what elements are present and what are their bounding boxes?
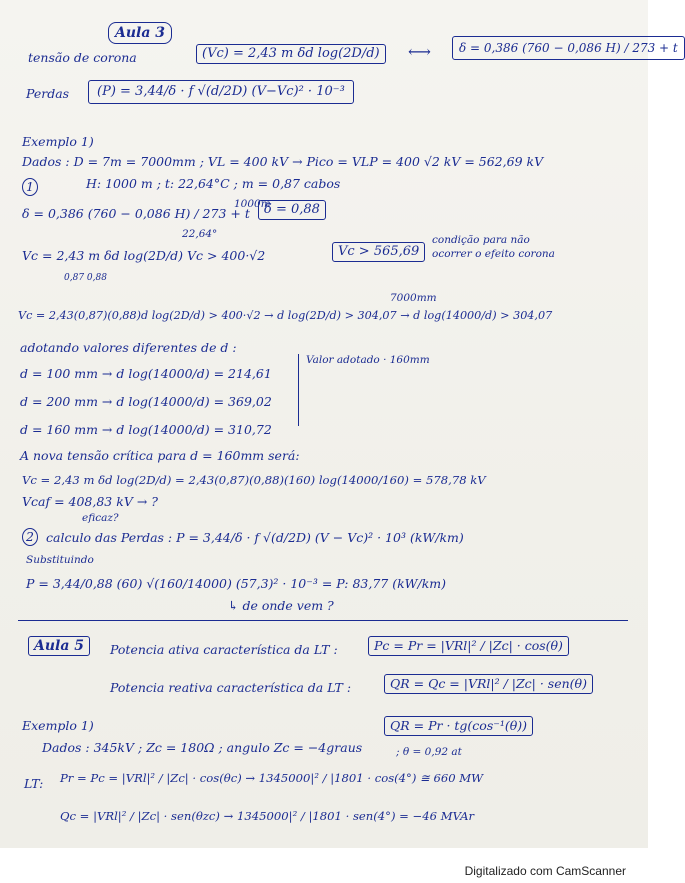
vc-expand-note: 7000mm xyxy=(390,292,437,304)
step2-number: 2 xyxy=(22,528,38,546)
pot-reativa-label: Potencia reativa característica da LT : xyxy=(110,680,352,695)
camscanner-footer: Digitalizado com CamScanner xyxy=(464,864,626,878)
lt-line-2: Qc = |VRl|² / |Zc| · sen(θzc) → 1345000|² / |1801 · sen(4°) = −46 MVAr xyxy=(60,809,475,823)
vc-expand: Vc = 2,43(0,87)(0,88)d log(2D/d) > 400·√2 → d log(2D/d) > 304,07 → d log(14000/d) > 304,07 xyxy=(18,309,553,322)
row-100: d = 100 mm → d log(14000/d) = 214,61 xyxy=(20,366,272,381)
ex1-dados2: H: 1000 m ; t: 22,64°C ; m = 0,87 cabos xyxy=(86,176,341,191)
section-divider xyxy=(18,620,628,621)
aula3-title: Aula 3 xyxy=(108,22,172,44)
lt-line-1: Pr = Pc = |VRl|² / |Zc| · cos(θc) → 1345000|² / |1801 · cos(4°) ≅ 660 MW xyxy=(60,771,484,785)
nova-vc: Vc = 2,43 m δd log(2D/d) = 2,43(0,87)(0,88)(160) log(14000/160) = 578,78 kV xyxy=(22,473,486,487)
perdas-question: ↳ de onde vem ? xyxy=(228,598,334,613)
pot-reativa-formula: QR = Qc = |VRl|² / |Zc| · sen(θ) xyxy=(384,674,593,694)
perdas-calc: calculo das Perdas : P = 3,44/δ · f √(d/2D) (V − Vc)² · 10³ (kW/km) xyxy=(46,530,464,545)
ex2-dados-note: ; θ = 0,92 at xyxy=(396,746,462,758)
substituindo: Substituindo xyxy=(26,554,94,566)
vc-box: Vc > 565,69 xyxy=(332,242,425,262)
delta-calc: δ = 0,386 (760 − 0,086 H) / 273 + t xyxy=(22,206,250,221)
lt-label: LT: xyxy=(24,776,44,791)
pot-ativa-formula: Pc = Pr = |VRl|² / |Zc| · cos(θ) xyxy=(368,636,569,656)
aula5-title: Aula 5 xyxy=(28,636,90,656)
perdas-sub: P = 3,44/0,88 (60) √(160/14000) (57,3)² · 10⁻³ = P: 83,77 (kW/km) xyxy=(26,576,447,591)
vc-note-1: condição para não xyxy=(432,234,530,246)
corona-label: tensão de corona xyxy=(28,50,137,65)
ex2-dados: Dados : 345kV ; Zc = 180Ω ; angulo Zc = −4graus xyxy=(42,740,363,755)
ex1-dados1: Dados : D = 7m = 7000mm ; VL = 400 kV → Pico = VLP = 400 √2 kV = 562,69 kV xyxy=(22,154,544,169)
nova-vcaf: Vcaf = 408,83 kV → ? xyxy=(22,494,158,509)
delta-formula: δ = 0,386 (760 − 0,086 H) / 273 + t xyxy=(452,36,685,60)
delta-note-h: 1000m xyxy=(234,198,271,210)
delta-result: δ = 0,88 xyxy=(258,200,326,220)
adotando: adotando valores diferentes de d : xyxy=(20,340,237,355)
qr-alt: QR = Pr · tg(cos⁻¹(θ)) xyxy=(384,716,533,736)
vc-sub: 0,87 0,88 xyxy=(64,273,107,283)
nova-vcaf-note: eficaz? xyxy=(82,512,119,524)
corona-formula: (Vc) = 2,43 m δd log(2D/d) xyxy=(196,44,386,64)
vc-note-2: ocorrer o efeito corona xyxy=(432,248,555,260)
row-note: Valor adotado · 160mm xyxy=(306,354,430,366)
ex2-title: Exemplo 1) xyxy=(22,718,94,733)
pot-ativa-label: Potencia ativa característica da LT : xyxy=(110,642,338,657)
row-160: d = 160 mm → d log(14000/d) = 310,72 xyxy=(20,422,272,437)
delta-note-t: 22,64° xyxy=(182,228,218,240)
row-200: d = 200 mm → d log(14000/d) = 369,02 xyxy=(20,394,272,409)
perdas-formula: (P) = 3,44/δ · f √(d/2D) (V−Vc)² · 10⁻³ xyxy=(88,80,354,104)
ex1-title: Exemplo 1) xyxy=(22,134,94,149)
arrow-icon: ⟷ xyxy=(408,42,431,61)
step1-number: 1 xyxy=(22,178,38,196)
vc-line: Vc = 2,43 m δd log(2D/d) Vc > 400·√2 xyxy=(22,248,266,263)
row-bracket xyxy=(298,354,299,426)
perdas-label: Perdas xyxy=(26,86,70,101)
nova-tensao: A nova tensão crítica para d = 160mm será: xyxy=(20,448,300,463)
